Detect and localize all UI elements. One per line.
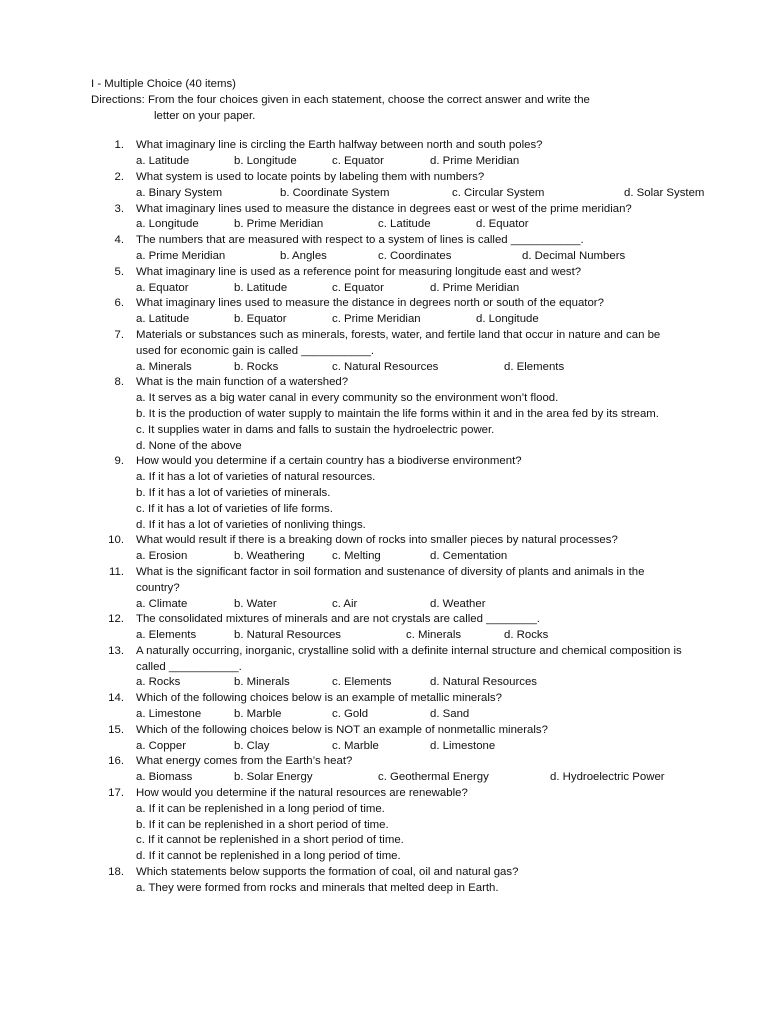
question-number: 7. xyxy=(114,328,124,341)
answer-choice: b. Clay xyxy=(234,739,270,752)
question-item xyxy=(0,454,768,533)
choice-row xyxy=(136,628,684,644)
question-text: Materials or substances such as minerals, forests, water, and fertile land that occur in nature and can be used for economic gain is called ___________. xyxy=(136,328,661,357)
answer-choice: a. Equator xyxy=(136,281,189,294)
answer-choice: c. Gold xyxy=(332,708,369,721)
question-number: 16. xyxy=(108,755,124,768)
answer-choice: a. Copper xyxy=(136,739,187,752)
question-number: 11. xyxy=(109,565,124,578)
question-text: What imaginary lines used to measure the distance in degrees north or south of the equator? xyxy=(136,297,604,310)
question-number: 4. xyxy=(114,234,124,247)
answer-choice: d. If it has a lot of varieties of nonliving things. xyxy=(136,518,366,531)
choice-row xyxy=(136,739,684,755)
answer-choice: b. Longitude xyxy=(234,155,297,168)
answer-choice: c. Equator xyxy=(332,281,384,294)
answer-choice: c. Minerals xyxy=(406,629,462,642)
question-text: The numbers that are measured with respect to a system of lines is called ___________. xyxy=(136,234,584,247)
choice-row xyxy=(136,217,684,233)
answer-choice: d. Longitude xyxy=(476,313,539,326)
answer-choice: a. Elements xyxy=(136,629,197,642)
question-item xyxy=(0,865,768,897)
question-text: Which of the following choices below is NOT an example of nonmetallic minerals? xyxy=(136,723,548,736)
question-number: 9. xyxy=(114,455,124,468)
answer-choice: d. Solar System xyxy=(624,186,705,199)
question-item xyxy=(0,533,768,565)
answer-choice: b. Water xyxy=(234,597,277,610)
question-text: Which of the following choices below is an example of metallic minerals? xyxy=(136,692,502,705)
worksheet-header xyxy=(91,77,768,124)
choice-lines xyxy=(136,881,684,897)
answer-choice: c. Natural Resources xyxy=(332,360,439,373)
choice-lines xyxy=(136,802,684,865)
question-item xyxy=(0,328,768,375)
choice-row xyxy=(136,312,684,328)
question-item xyxy=(0,265,768,297)
answer-choice: a. They were formed from rocks and minerals that melted deep in Earth. xyxy=(136,881,499,894)
answer-choice: b. Marble xyxy=(234,708,282,721)
choice-lines xyxy=(136,391,684,454)
answer-choice: b. Weathering xyxy=(234,550,305,563)
answer-choice: b. Solar Energy xyxy=(234,771,313,784)
question-item xyxy=(0,723,768,755)
answer-choice: d. Prime Meridian xyxy=(430,155,520,168)
answer-choice: d. None of the above xyxy=(136,439,242,452)
question-number: 10. xyxy=(108,534,124,547)
answer-choice: a. Latitude xyxy=(136,155,190,168)
question-text: What would result if there is a breaking down of rocks into smaller pieces by natural processes? xyxy=(136,534,618,547)
question-item xyxy=(0,202,768,234)
section-title: I - Multiple Choice (40 items) xyxy=(91,78,236,90)
answer-choice: c. Geothermal Energy xyxy=(378,771,489,784)
question-item xyxy=(0,233,768,265)
question-item xyxy=(0,375,768,454)
choice-row xyxy=(136,770,684,786)
question-item xyxy=(0,754,768,786)
question-number: 3. xyxy=(114,202,124,215)
answer-choice: a. Biomass xyxy=(136,771,193,784)
question-number: 14. xyxy=(108,692,124,705)
answer-choice: a. Binary System xyxy=(136,186,223,199)
answer-choice: b. Minerals xyxy=(234,676,290,689)
question-number: 2. xyxy=(114,170,124,183)
question-list xyxy=(0,138,768,896)
answer-choice: a. Longitude xyxy=(136,218,199,231)
answer-choice: b. If it can be replenished in a short period of time. xyxy=(136,818,389,831)
question-text: How would you determine if the natural resources are renewable? xyxy=(136,787,468,800)
answer-choice: a. If it has a lot of varieties of natural resources. xyxy=(136,471,376,484)
answer-choice: a. If it can be replenished in a long period of time. xyxy=(136,802,385,815)
answer-choice: a. Limestone xyxy=(136,708,202,721)
answer-choice: c. Equator xyxy=(332,155,384,168)
answer-choice: b. If it has a lot of varieties of minerals. xyxy=(136,486,331,499)
question-text: Which statements below supports the formation of coal, oil and natural gas? xyxy=(136,866,519,879)
answer-choice: c. Air xyxy=(332,597,358,610)
answer-choice: d. Equator xyxy=(476,218,529,231)
question-number: 5. xyxy=(114,265,124,278)
question-number: 15. xyxy=(108,723,124,736)
question-text: What is the significant factor in soil formation and sustenance of diversity of plants and animals in the country? xyxy=(136,565,645,594)
question-item xyxy=(0,644,768,691)
question-number: 6. xyxy=(114,297,124,310)
answer-choice: a. Erosion xyxy=(136,550,188,563)
question-number: 17. xyxy=(108,787,124,800)
answer-choice: b. Angles xyxy=(280,249,327,262)
answer-choice: c. If it has a lot of varieties of life forms. xyxy=(136,502,333,515)
answer-choice: d. If it cannot be replenished in a long period of time. xyxy=(136,850,401,863)
answer-choice: b. Latitude xyxy=(234,281,288,294)
answer-choice: a. Minerals xyxy=(136,360,192,373)
answer-choice: d. Elements xyxy=(504,360,565,373)
choice-row xyxy=(136,186,705,202)
question-text: What imaginary line is circling the Earth halfway between north and south poles? xyxy=(136,139,543,152)
answer-choice: b. Natural Resources xyxy=(234,629,341,642)
question-item xyxy=(0,691,768,723)
answer-choice: a. Climate xyxy=(136,597,188,610)
answer-choice: a. It serves as a big water canal in every community so the environment won’t flood. xyxy=(136,392,559,405)
directions-line-2: letter on your paper. xyxy=(154,109,256,122)
question-item xyxy=(0,786,768,865)
question-text: What energy comes from the Earth’s heat? xyxy=(136,755,353,768)
answer-choice: d. Weather xyxy=(430,597,486,610)
answer-choice: c. It supplies water in dams and falls to sustain the hydroelectric power. xyxy=(136,423,495,436)
question-text: How would you determine if a certain country has a biodiverse environment? xyxy=(136,455,522,468)
answer-choice: d. Rocks xyxy=(504,629,549,642)
answer-choice: d. Hydroelectric Power xyxy=(550,771,665,784)
answer-choice: b. Equator xyxy=(234,313,287,326)
question-text: What imaginary lines used to measure the distance in degrees east or west of the prime meridian? xyxy=(136,202,632,215)
question-number: 12. xyxy=(108,613,124,626)
question-text: A naturally occurring, inorganic, crystalline solid with a definite internal structure and chemical composition is called ___________. xyxy=(136,644,682,673)
answer-choice: c. Latitude xyxy=(378,218,431,231)
question-number: 18. xyxy=(108,866,124,879)
answer-choice: b. It is the production of water supply to maintain the life forms within it and in the area fed by its stream. xyxy=(136,407,659,420)
answer-choice: c. Melting xyxy=(332,550,381,563)
choice-row xyxy=(136,249,684,265)
answer-choice: d. Cementation xyxy=(430,550,508,563)
answer-choice: b. Rocks xyxy=(234,360,279,373)
question-number: 13. xyxy=(108,644,124,657)
question-item xyxy=(0,138,768,170)
answer-choice: c. Marble xyxy=(332,739,379,752)
question-text: What is the main function of a watershed? xyxy=(136,376,349,389)
question-item xyxy=(0,296,768,328)
choice-row xyxy=(136,154,684,170)
answer-choice: c. If it cannot be replenished in a short period of time. xyxy=(136,834,404,847)
question-number: 1. xyxy=(114,139,124,152)
answer-choice: a. Prime Meridian xyxy=(136,249,226,262)
choice-row xyxy=(136,675,684,691)
question-item xyxy=(0,612,768,644)
question-text: What imaginary line is used as a reference point for measuring longitude east and west? xyxy=(136,265,582,278)
answer-choice: d. Decimal Numbers xyxy=(522,249,626,262)
answer-choice: c. Elements xyxy=(332,676,392,689)
answer-choice: a. Rocks xyxy=(136,676,181,689)
answer-choice: b. Prime Meridian xyxy=(234,218,324,231)
choice-row xyxy=(136,360,684,376)
choice-row xyxy=(136,549,684,565)
choice-row xyxy=(136,597,684,613)
answer-choice: d. Limestone xyxy=(430,739,496,752)
choice-row xyxy=(136,707,684,723)
answer-choice: b. Coordinate System xyxy=(280,186,390,199)
question-item xyxy=(0,170,768,202)
question-text: What system is used to locate points by labeling them with numbers? xyxy=(136,170,485,183)
question-number: 8. xyxy=(114,376,124,389)
question-item xyxy=(0,565,768,612)
answer-choice: d. Natural Resources xyxy=(430,676,537,689)
answer-choice: c. Prime Meridian xyxy=(332,313,421,326)
answer-choice: c. Circular System xyxy=(452,186,545,199)
answer-choice: d. Prime Meridian xyxy=(430,281,520,294)
choice-lines xyxy=(136,470,684,533)
question-text: The consolidated mixtures of minerals and are not crystals are called ________. xyxy=(136,613,540,626)
answer-choice: a. Latitude xyxy=(136,313,190,326)
choice-row xyxy=(136,281,684,297)
answer-choice: d. Sand xyxy=(430,708,470,721)
directions-line-1: Directions: From the four choices given in each statement, choose the correct answer and write the xyxy=(91,93,590,106)
answer-choice: c. Coordinates xyxy=(378,249,452,262)
